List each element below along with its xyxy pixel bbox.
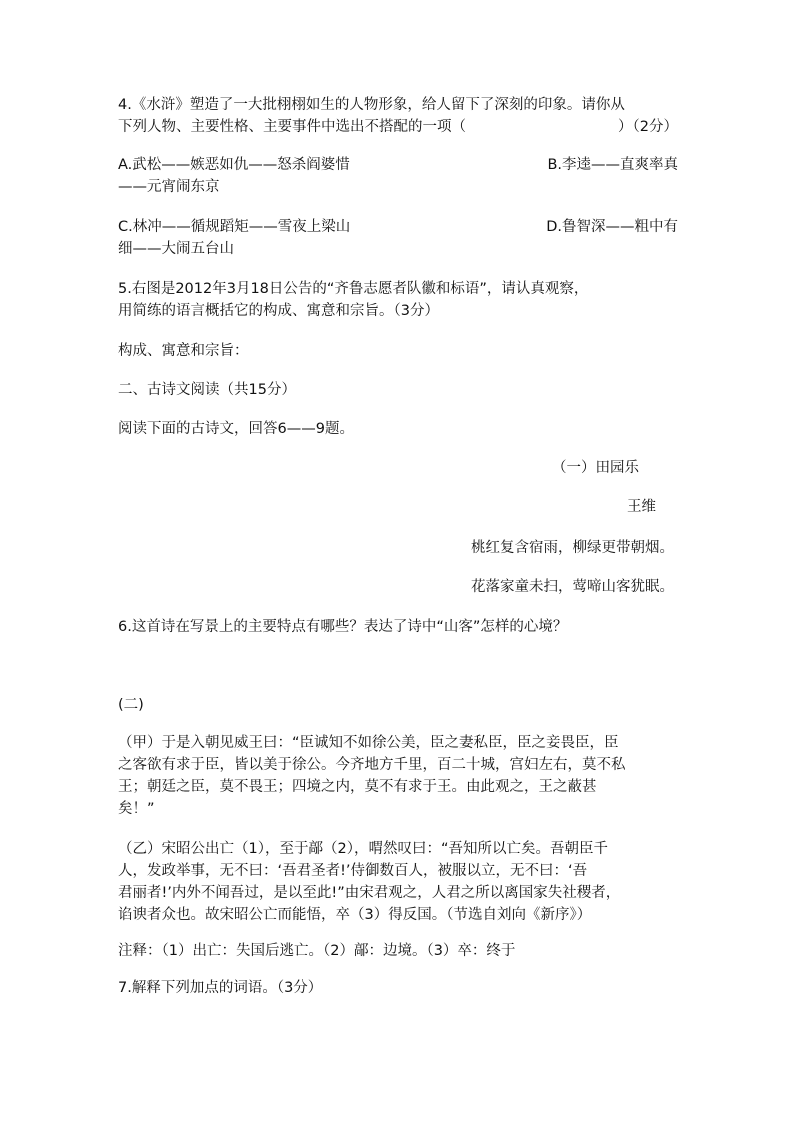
q4-stem-line2 [118,116,678,138]
section2-heading: 二、古诗文阅读（共15分） [118,382,296,398]
q6-stem: 6.这首诗在写景上的主要特点有哪些？表达了诗中“山客”怎样的心境？ [118,619,568,635]
section2-instruction: 阅读下面的古诗文，回答6——9题。 [118,421,354,437]
poem-title: （一）田园乐 [552,460,639,476]
passage-yi-line2: 人，发政举事，无不曰：‘吾君圣者!’侍御数百人，被服以立，无不曰：‘吾 [118,863,588,879]
q4-stem-line1: 4.《水浒》塑造了一大批栩栩如生的人物形象，给人留下了深刻的印象。请你从 [118,97,625,113]
q4-option-b-tail: ——元宵闹东京 [118,179,220,195]
q4-option-b-head: B.李逵——直爽率真 [547,157,678,173]
q5-answer-prompt: 构成、寓意和宗旨： [118,343,249,359]
passage-jia-line1: （甲）于是入朝见威王曰：“臣诚知不如徐公美，臣之妻私臣，臣之妾畏臣，臣 [118,735,619,751]
poem-author: 王维 [627,499,656,515]
q5-stem-line1: 5.右图是2012年3月18日公告的“齐鲁志愿者队徽和标语”，请认真观察， [118,281,589,297]
passage2-notes: 注释：（1）出亡：失国后逃亡。（2）鄗：边境。（3）卒：终于 [118,943,516,959]
passage-jia-line4: 矣！” [118,801,155,817]
q4-option-d-head: D.鲁智深——粗中有 [546,219,678,235]
q4-stem-line2-left: 下列人物、主要性格、主要事件中选出不搭配的一项（ [118,119,466,135]
poem-line1: 桃红复含宿雨，柳绿更带朝烟。 [471,540,674,556]
passage-yi-line3: 君丽者!’内外不闻吾过，是以至此!”由宋君观之，人君之所以离国家失社稷者， [118,885,621,901]
passage-jia-line2: 之客欲有求于臣，皆以美于徐公。今齐地方千里，百二十城，宫妇左右，莫不私 [118,757,626,773]
poem-line2: 花落家童未扫，莺啼山客犹眠。 [471,579,674,595]
q5-stem-line2: 用简练的语言概括它的构成、寓意和宗旨。（3分） [118,303,439,319]
q4-stem-line2-right: ）（2分） [618,119,678,135]
passage-jia-line3: 王；朝廷之臣，莫不畏王；四境之内，莫不有求于王。由此观之，王之蔽甚 [118,779,597,795]
q4-options-ab [118,154,678,176]
q4-options-cd [118,216,678,238]
q4-option-d-tail: 细——大闹五台山 [118,241,234,257]
passage2-label: (二) [118,697,144,713]
passage-yi-line1: （乙）宋昭公出亡（1），至于鄗（2），喟然叹曰：“吾知所以亡矣。吾朝臣千 [118,841,608,857]
q4-option-c: C.林冲——循规蹈矩——雪夜上梁山 [118,219,351,235]
q4-option-a: A.武松——嫉恶如仇——怒杀阎婆惜 [118,157,350,173]
passage-yi-line4: 谄谀者众也。故宋昭公亡而能悟，卒（3）得反国。（节选自刘向《新序》） [118,907,592,923]
q7-stem: 7.解释下列加点的词语。（3分） [118,980,323,996]
